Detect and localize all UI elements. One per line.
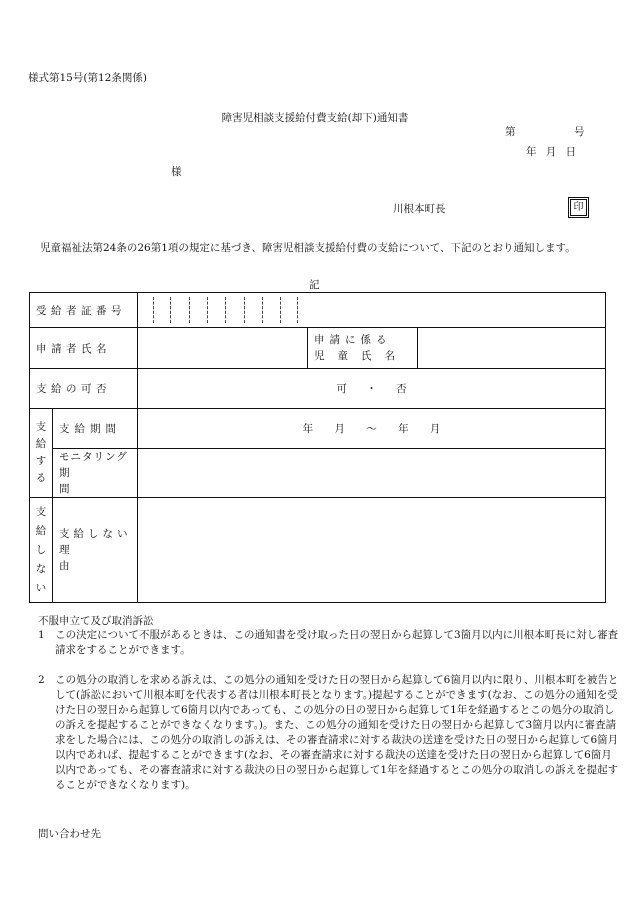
nopay-group-char: し (35, 543, 47, 556)
table-row (30, 328, 606, 369)
digit-divider (189, 297, 190, 323)
issuer-name: 川根本町長 (393, 203, 446, 215)
appeal-heading: 不服申立て及び取消訴訟 (38, 615, 154, 627)
child-name-label (308, 328, 418, 369)
recipient-number-label: 受給者証番号 (30, 293, 138, 328)
nopay-reason-line2: 理由 (59, 544, 116, 572)
number-suffix: 号 (574, 126, 585, 138)
child-label-line1: 申請に係る (314, 334, 392, 346)
nopay-group-char: 給 (35, 524, 47, 537)
digit-divider (153, 297, 154, 323)
notice-table (29, 292, 606, 603)
child-name-field[interactable] (418, 328, 606, 369)
number-prefix: 第 (505, 126, 516, 138)
intro-text: 児童福祉法第24条の26第1項の規定に基づき、障害児相談支援給付費の支給について、下記のとおり通知します。 (40, 242, 576, 254)
nopay-reason-line1: 支給しない (59, 528, 132, 540)
issue-date: 年 月 日 (526, 146, 577, 158)
table-row (30, 409, 606, 449)
ki-heading: 記 (309, 279, 320, 291)
digit-divider (280, 297, 281, 323)
child-label-line2: 児童氏名 (314, 350, 408, 362)
digit-divider (170, 297, 171, 323)
digit-divider (244, 297, 245, 323)
seal-label: 印 (573, 201, 584, 213)
appeal-item-2: 2 この処分の取消しを求める訴えは、この処分の通知を受けた日の翌日から起算して6箇月以内に限り、川根本町を被告として(訴訟において川根本町を代表する者は川根本町長となります。)提起することができます(なお、この処分の通知を受けた日の翌日から起算して6箇月以内であっても、この処分の日の翌日から起算して1年を経過するとこの処分の取消しの訴えを提起することができなくなります。)。また、この処分の通知を受けた日の翌日から起算して3箇月以内に審査請求をした場合には、この処分の取消しの訴えは、その審査請求に対する裁決の送達を受けた日の翌日から起算して6箇月以内であれば、提起することができます(なお、その審査請求に対する裁決の送達を受けた日の翌日から起算して6箇月以内であっても、その審査請求に対する裁決の日の翌日から起算して1年を経過するとこの処分の取消しの訴えを提起することができなくなります)。 (38, 674, 619, 791)
seal-stamp (570, 199, 587, 216)
form-number: 様式第15号(第12条関係) (28, 72, 147, 84)
monitoring-label-line2: 期間 (59, 467, 116, 495)
payment-decision-options[interactable]: 可 ・ 否 (138, 369, 606, 409)
recipient-number-field[interactable] (138, 293, 606, 328)
monitoring-label-line1: モニタリング (59, 451, 128, 463)
pay-group-label (30, 409, 53, 498)
monitoring-period-label (53, 449, 138, 498)
appeal-item-1: 1 この決定について不服があるときは、この通知書を受け取った日の翌日から起算して3箇月以内に川根本町長に対し審査請求をすることができます。 (38, 629, 619, 656)
nopay-reason-label (53, 498, 138, 603)
digit-divider (225, 297, 226, 323)
table-row (30, 498, 606, 603)
nopay-group-label (30, 498, 53, 603)
monitoring-period-field[interactable] (138, 449, 606, 498)
nopay-group-char: 支 (35, 505, 47, 518)
table-row (30, 369, 606, 409)
applicant-name-field[interactable] (138, 328, 308, 369)
pay-group-char: す (35, 455, 47, 467)
nopay-group-char: な (35, 562, 47, 575)
digit-divider (297, 297, 298, 323)
payment-period-label: 支給期間 (53, 409, 138, 449)
payment-period-field[interactable]: 年 月 〜 年 月 (138, 409, 606, 449)
nopay-group-char: い (35, 581, 47, 594)
table-row (30, 293, 606, 328)
contact-heading: 問い合わせ先 (38, 828, 101, 840)
nopay-reason-field[interactable] (138, 498, 606, 603)
pay-group-char: 給 (35, 438, 47, 450)
document-title: 障害児相談支援給付費支給(却下)通知書 (221, 112, 409, 124)
digit-divider (207, 297, 208, 323)
payment-decision-label: 支給の可否 (30, 369, 138, 409)
table-row (30, 449, 606, 498)
applicant-name-label: 申請者氏名 (30, 328, 138, 369)
recipient-suffix: 様 (171, 166, 182, 178)
pay-group-char: 支 (35, 421, 47, 433)
pay-group-char: る (35, 472, 47, 484)
digit-divider (262, 297, 263, 323)
